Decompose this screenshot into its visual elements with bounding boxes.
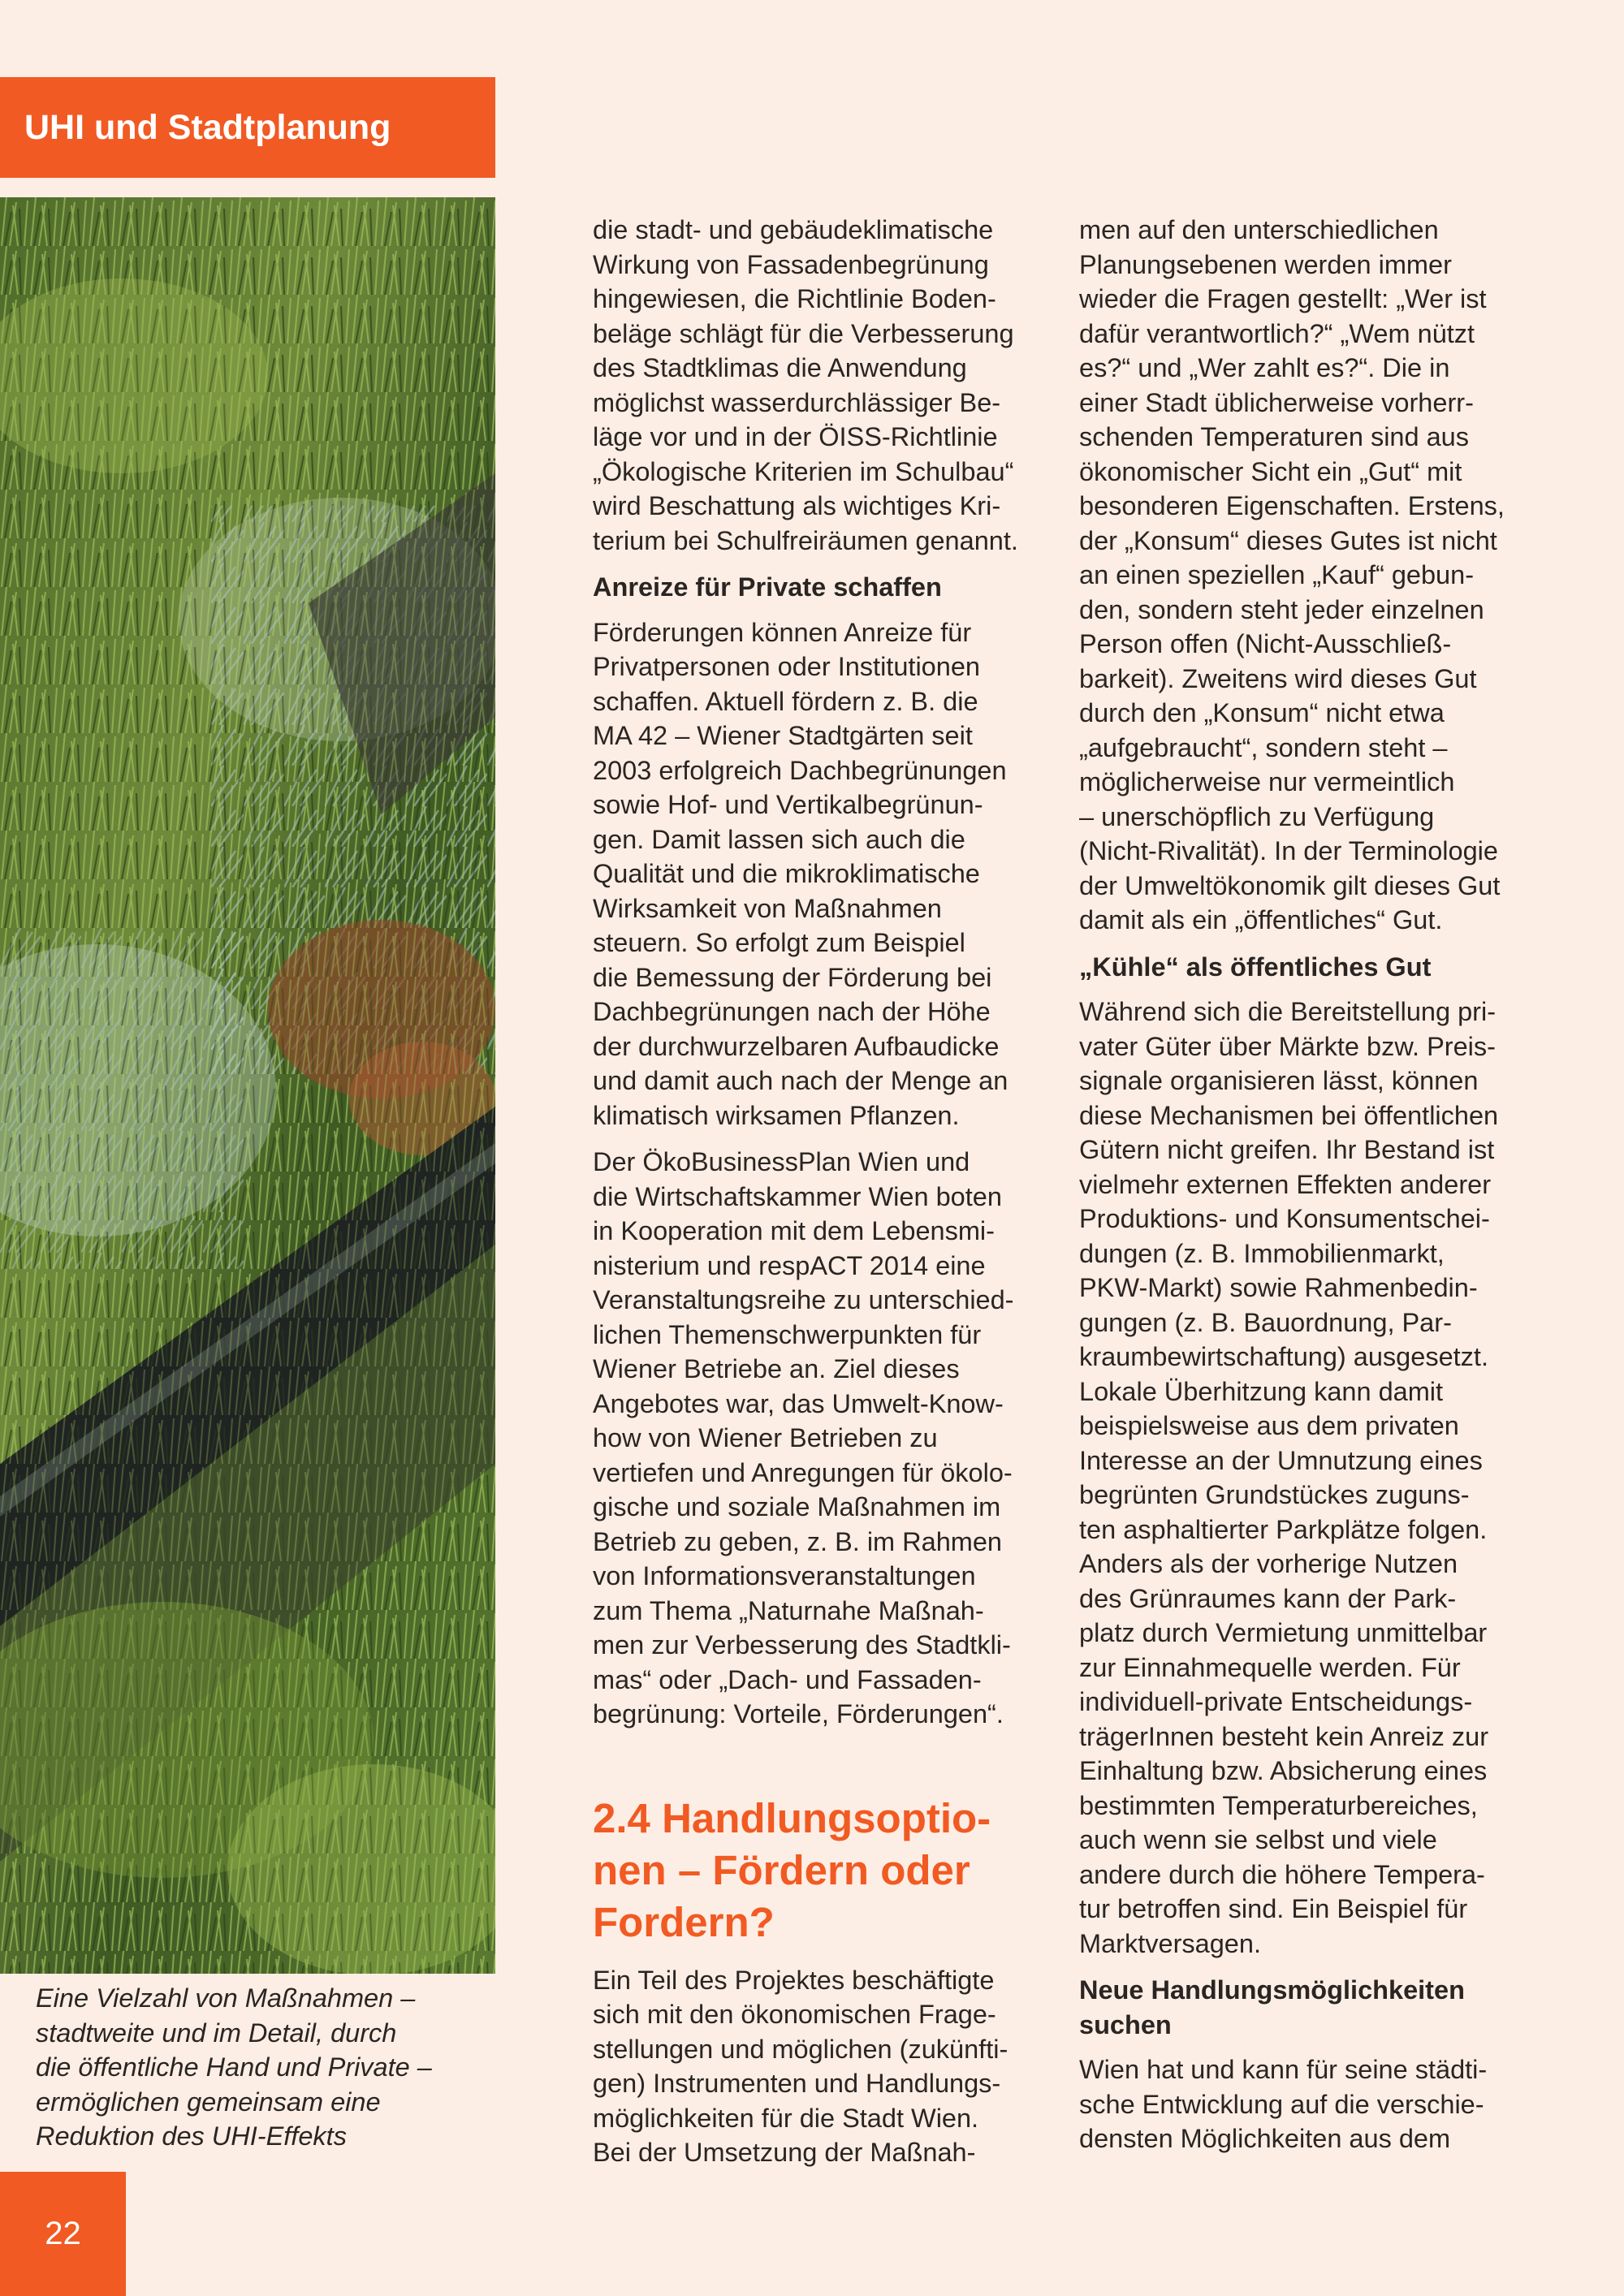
paragraph <box>1079 2052 1534 2156</box>
text-line: möglichkeiten für die Stadt Wien. <box>593 2103 979 2133</box>
text-line: schenden Temperaturen sind aus <box>1079 422 1469 451</box>
text-line: klimatisch wirksamen Pflanzen. <box>593 1100 960 1130</box>
section-heading <box>593 1793 1047 1949</box>
text-line: densten Möglichkeiten aus dem <box>1079 2124 1451 2153</box>
text-line: ten asphaltierter Parkplätze folgen. <box>1079 1514 1488 1544</box>
text-line: möglichst wasserdurchlässiger Be- <box>593 387 1001 417</box>
text-line: kraumbewirtschaftung) ausgesetzt. <box>1079 1342 1488 1371</box>
text-line: durch den „Konsum“ nicht etwa <box>1079 698 1445 727</box>
text-line: „Ökologische Kriterien im Schulbau“ <box>593 456 1014 486</box>
text-line: ökonomischer Sicht ein „Gut“ mit <box>1079 456 1462 486</box>
text-line: steuern. So erfolgt zum Beispiel <box>593 928 965 957</box>
caption-line: Eine Vielzahl von Maßnahmen – <box>36 1983 416 2013</box>
text-line: gen) Instrumenten und Handlungs- <box>593 2069 1001 2098</box>
text-line: Gütern nicht greifen. Ihr Bestand ist <box>1079 1135 1495 1164</box>
text-line: Förderungen können Anreize für <box>593 617 972 647</box>
text-line: how von Wiener Betrieben zu <box>593 1423 938 1452</box>
text-line: Betrieb zu geben, z. B. im Rahmen <box>593 1526 1003 1556</box>
text-line: dafür verantwortlich?“ „Wem nützt <box>1079 318 1475 348</box>
text-line: Angebotes war, das Umwelt-Know- <box>593 1388 1004 1418</box>
heading-line: Fordern? <box>593 1898 775 1945</box>
text-line: 2003 erfolgreich Dachbegrünungen <box>593 755 1007 785</box>
text-line: zur Einnahmequelle werden. Für <box>1079 1652 1461 1682</box>
green-roof-photo <box>0 197 495 1974</box>
text-line: begrünten Grundstückes zuguns- <box>1079 1480 1470 1509</box>
text-line: Marktversagen. <box>1079 1928 1261 1958</box>
text-line: gen. Damit lassen sich auch die <box>593 824 965 854</box>
text-line: barkeit). Zweitens wird dieses Gut <box>1079 663 1477 693</box>
text-line: die Wirtschaftskammer Wien boten <box>593 1181 1002 1211</box>
paragraph <box>1079 213 1534 938</box>
text-line: stellungen und möglichen (zukünfti- <box>593 2034 1009 2064</box>
text-line: Planungsebenen werden immer <box>1079 249 1452 279</box>
heading-line: nen – Fördern oder <box>593 1846 970 1893</box>
paragraph <box>593 615 1047 1133</box>
text-line: sowie Hof- und Vertikalbegrünun- <box>593 790 983 819</box>
text-line: tur betroffen sind. Ein Beispiel für <box>1079 1894 1468 1923</box>
paragraph <box>593 213 1047 558</box>
text-line: des Stadtklimas die Anwendung <box>593 353 967 382</box>
text-line: zum Thema „Naturnahe Maßnah- <box>593 1595 984 1625</box>
text-line: wieder die Fragen gestellt: „Wer ist <box>1079 284 1487 313</box>
text-line: dungen (z. B. Immobilienmarkt, <box>1079 1238 1445 1268</box>
text-line: sich mit den ökonomischen Frage- <box>593 2000 996 2029</box>
text-line: besonderen Eigenschaften. Erstens, <box>1079 491 1505 520</box>
section-tab <box>0 77 495 178</box>
page-number: 22 <box>45 2216 81 2251</box>
text-line: signale organisieren lässt, können <box>1079 1066 1479 1095</box>
subheading-neue-handlungsmoeglichkeiten <box>1079 1973 1534 2042</box>
text-line: Wirksamkeit von Maßnahmen <box>593 893 942 923</box>
text-line: nisterium und respACT 2014 eine <box>593 1250 986 1280</box>
subheading-anreize: Anreize für Private schaffen <box>593 572 942 602</box>
caption-line: Reduktion des UHI-Effekts <box>36 2121 347 2151</box>
text-line: beispielsweise aus dem privaten <box>1079 1411 1459 1440</box>
text-line: „aufgebraucht“, sondern steht – <box>1079 732 1448 762</box>
text-line: MA 42 – Wiener Stadtgärten seit <box>593 721 973 750</box>
text-line: bestimmten Temperaturbereiches, <box>1079 1790 1478 1820</box>
text-line: von Informationsveranstaltungen <box>593 1561 976 1590</box>
text-line: vielmehr externen Effekten anderer <box>1079 1169 1492 1199</box>
text-line: mas“ oder „Dach- und Fassaden- <box>593 1664 982 1694</box>
text-line: individuell-private Entscheidungs- <box>1079 1687 1473 1716</box>
text-line: Einhaltung bzw. Absicherung eines <box>1079 1756 1488 1785</box>
text-line: Der ÖkoBusinessPlan Wien und <box>593 1147 970 1176</box>
text-line: (Nicht-Rivalität). In der Terminologie <box>1079 836 1498 865</box>
text-line: den, sondern steht jeder einzelnen <box>1079 594 1484 624</box>
paragraph <box>593 1963 1047 2170</box>
text-line: Wien hat und kann für seine städti- <box>1079 2055 1488 2084</box>
text-line: Veranstaltungsreihe zu unterschied- <box>593 1285 1014 1314</box>
text-line: einer Stadt üblicherweise vorherr- <box>1079 387 1474 417</box>
heading-line: Neue Handlungsmöglichkeiten <box>1079 1975 1465 2005</box>
section-title: UHI und Stadtplanung <box>24 107 391 147</box>
text-line: PKW-Markt) sowie Rahmenbedin- <box>1079 1273 1478 1302</box>
text-line: möglicherweise nur vermeintlich <box>1079 767 1455 796</box>
paragraph <box>593 1145 1047 1732</box>
text-line: schaffen. Aktuell fördern z. B. die <box>593 686 978 716</box>
middle-column <box>593 213 1047 2182</box>
text-line: terium bei Schulfreiräumen genannt. <box>593 525 1018 555</box>
text-line: gische und soziale Maßnahmen im <box>593 1492 1001 1521</box>
text-line: Interesse an der Umnutzung eines <box>1079 1445 1483 1475</box>
text-line: Wiener Betriebe an. Ziel dieses <box>593 1354 960 1383</box>
text-line: men zur Verbesserung des Stadtkli- <box>593 1630 1011 1659</box>
text-line: es?“ und „Wer zahlt es?“. Die in <box>1079 353 1450 382</box>
text-line: andere durch die höhere Tempera- <box>1079 1859 1485 1889</box>
green-roof-photo-illustration <box>0 197 495 1974</box>
text-line: der „Konsum“ dieses Gutes ist nicht <box>1079 525 1497 555</box>
caption-line: ermöglichen gemeinsam eine <box>36 2087 381 2117</box>
text-line: wird Beschattung als wichtiges Kri- <box>593 491 1001 520</box>
text-line: begrünung: Vorteile, Förderungen“. <box>593 1699 1004 1728</box>
text-line: beläge schlägt für die Verbesserung <box>593 318 1014 348</box>
text-line: gungen (z. B. Bauordnung, Par- <box>1079 1307 1452 1337</box>
text-line: sche Entwicklung auf die verschie- <box>1079 2089 1484 2119</box>
text-line: der durchwurzelbaren Aufbaudicke <box>593 1031 1000 1061</box>
text-line: Wirkung von Fassadenbegrünung <box>593 249 989 279</box>
text-line: die Bemessung der Förderung bei <box>593 962 992 992</box>
text-line: Lokale Überhitzung kann damit <box>1079 1376 1444 1406</box>
text-line: des Grünraumes kann der Park- <box>1079 1583 1457 1613</box>
text-line: men auf den unterschiedlichen <box>1079 215 1439 244</box>
caption-line: stadtweite und im Detail, durch <box>36 2018 397 2048</box>
text-line: der Umweltökonomik gilt dieses Gut <box>1079 870 1501 900</box>
text-line: Anders als der vorherige Nutzen <box>1079 1549 1458 1578</box>
heading-line: 2.4 Handlungsoptio- <box>593 1794 991 1841</box>
photo-caption <box>36 1981 478 2154</box>
text-line: Ein Teil des Projektes beschäftigte <box>593 1965 995 1995</box>
text-line: Bei der Umsetzung der Maßnah- <box>593 2138 976 2167</box>
text-line: vater Güter über Märkte bzw. Preis- <box>1079 1031 1496 1061</box>
heading-line: suchen <box>1079 2009 1172 2039</box>
right-column <box>1079 213 1534 2169</box>
text-line: in Kooperation mit dem Lebensmi- <box>593 1216 995 1245</box>
text-line: und damit auch nach der Menge an <box>593 1066 1009 1095</box>
text-line: hingewiesen, die Richtlinie Boden- <box>593 284 996 313</box>
text-line: vertiefen und Anregungen für ökolo- <box>593 1457 1013 1487</box>
text-line: Qualität und die mikroklimatische <box>593 859 980 888</box>
text-line: damit als ein „öffentliches“ Gut. <box>1079 905 1443 934</box>
text-line: Während sich die Bereitstellung pri- <box>1079 997 1497 1026</box>
text-line: Privatpersonen oder Institutionen <box>593 652 980 681</box>
text-line: – unerschöpflich zu Verfügung <box>1079 801 1435 831</box>
text-line: die stadt- und gebäudeklimatische <box>593 215 994 244</box>
text-line: an einen speziellen „Kauf“ gebun- <box>1079 560 1475 589</box>
text-line: Dachbegrünungen nach der Höhe <box>593 997 991 1026</box>
text-line: lichen Themenschwerpunkten für <box>593 1319 982 1349</box>
text-line: auch wenn sie selbst und viele <box>1079 1825 1437 1854</box>
text-line: trägerInnen besteht kein Anreiz zur <box>1079 1721 1489 1751</box>
caption-line: die öffentliche Hand und Private – <box>36 2052 432 2082</box>
text-line: diese Mechanismen bei öffentlichen <box>1079 1100 1499 1130</box>
text-line: läge vor und in der ÖISS-Richtlinie <box>593 422 998 451</box>
text-line: platz durch Vermietung unmittelbar <box>1079 1618 1488 1647</box>
text-line: Person offen (Nicht-Ausschließ- <box>1079 629 1452 658</box>
page-number-box <box>0 2172 126 2296</box>
subheading-kuehle: „Kühle“ als öffentliches Gut <box>1079 952 1432 982</box>
paragraph <box>1079 995 1534 1961</box>
text-line: Produktions- und Konsumentschei- <box>1079 1204 1490 1233</box>
